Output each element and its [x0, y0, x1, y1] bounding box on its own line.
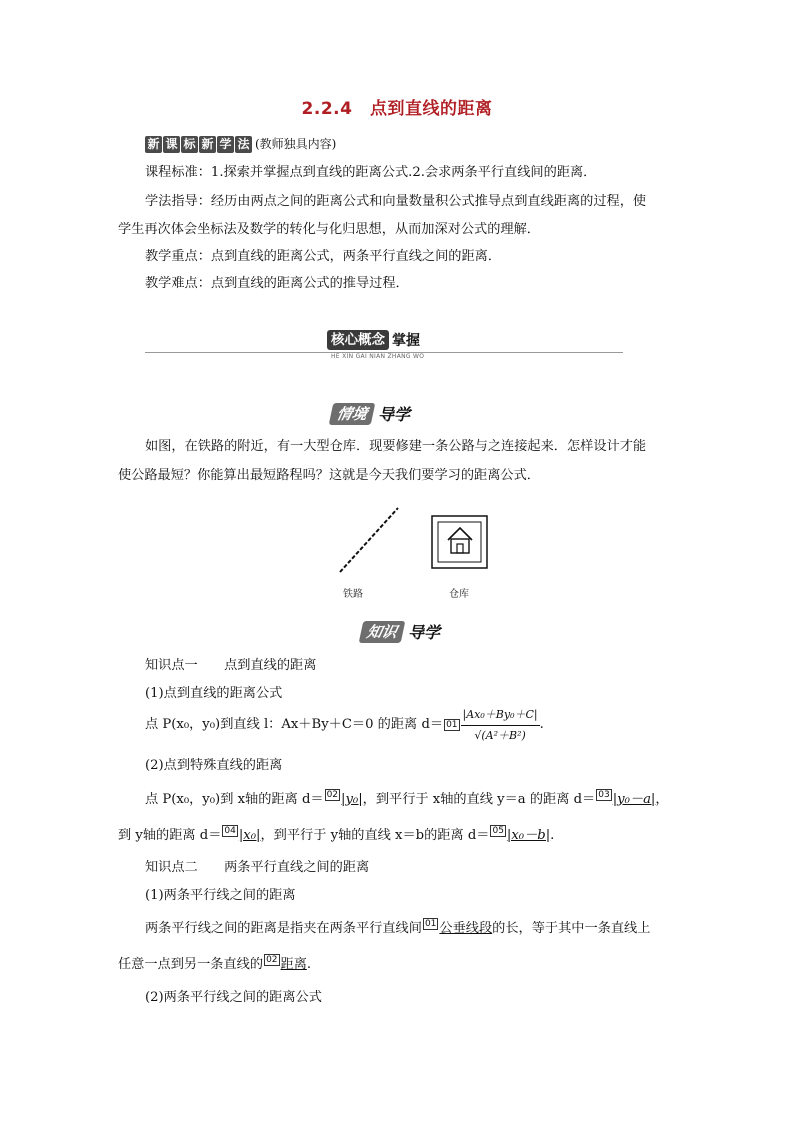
- answer: |x₀－b|: [506, 828, 551, 843]
- text-span: 任意一点到另一条直线的: [118, 957, 264, 972]
- kp2-subheading-2: (2)两条平行线之间的距离公式: [145, 990, 322, 1005]
- formula-suffix: .: [539, 717, 544, 732]
- knowledge-heading-light: 导学: [408, 623, 441, 642]
- core-concept-pinyin: HE XIN GAI NIAN ZHANG WO: [331, 353, 425, 360]
- answer: 距离: [280, 957, 307, 972]
- answer: 公垂线段: [439, 921, 493, 936]
- special-line-2: [118, 825, 554, 846]
- method-guide-line2: 学生再次体会坐标法及数学的转化与化归思想，从而加深对公式的理解．: [118, 222, 540, 237]
- blank-number: 03: [598, 790, 610, 800]
- warehouse-outer: [432, 516, 487, 568]
- core-concept-dark: 核心概念: [327, 330, 389, 350]
- blank-number: 01: [446, 720, 458, 730]
- badge-char: 新: [199, 136, 216, 153]
- core-concept-light: 掌握: [392, 333, 420, 349]
- railway-warehouse-figure: [320, 500, 500, 580]
- text-span: ，到平行于 x轴的直线 y＝a 的距离 d＝: [362, 792, 596, 807]
- formula-point-line: [145, 707, 544, 742]
- kp1-subheading-2: (2)点到特殊直线的距离: [145, 758, 283, 773]
- situation-heading-light: 导学: [378, 405, 411, 424]
- teaching-difficulty: 教学难点：点到直线的距离公式的推导过程．: [145, 276, 409, 291]
- page-title: 2.2.4 点到直线的距离: [301, 99, 493, 119]
- knowledge-heading-dark: 知识: [359, 621, 406, 643]
- situation-text-line2: 使公路最短？你能算出最短路程吗？这就是今天我们要学习的距离公式．: [118, 468, 540, 483]
- railway-label: 铁路: [343, 589, 363, 600]
- badge-note: (教师独具内容): [255, 137, 337, 151]
- text-span: 两条平行线之间的距离是指夹在两条平行直线间: [145, 921, 422, 936]
- answer: |y₀|: [341, 792, 363, 807]
- railway-line: [340, 508, 398, 572]
- text-span: .: [550, 828, 555, 843]
- new-curriculum-badge: [145, 134, 336, 154]
- fraction-denominator: √(A²＋B²): [474, 728, 526, 742]
- badge-char: 法: [235, 136, 252, 153]
- answer: |y₀－a|: [612, 792, 656, 807]
- badge-char: 新: [145, 136, 162, 153]
- course-standard: 课程标准：1.探索并掌握点到直线的距离公式.2.会求两条平行直线间的距离．: [145, 165, 597, 180]
- knowledge-point-2: 知识点二 两条平行直线之间的距离: [145, 860, 370, 875]
- method-guide-line1: 学法指导：经历由两点之间的距离公式和向量数量积公式推导点到直线距离的过程，使: [145, 194, 647, 209]
- distance-fraction: [461, 705, 540, 746]
- text-span: ，: [655, 792, 669, 807]
- formula-prefix: 点 P(x₀，y₀)到直线 l：Ax＋By＋C＝0 的距离 d＝: [145, 717, 444, 732]
- badge-char: 学: [217, 136, 234, 153]
- core-concept-banner: [145, 330, 623, 360]
- text-span: ，到平行于 y轴的直线 x＝b的距离 d＝: [260, 828, 490, 843]
- text-span: 的长，等于其中一条直线上: [492, 921, 651, 936]
- special-line-1: [145, 789, 669, 810]
- kp1-subheading-1: (1)点到直线的距离公式: [145, 686, 283, 701]
- kp2-subheading-1: (1)两条平行线之间的距离: [145, 888, 296, 903]
- parallel-distance-line1: [145, 918, 650, 939]
- text-span: 到 y轴的距离 d＝: [118, 828, 222, 843]
- answer: |x₀|: [238, 828, 261, 843]
- text-span: .: [306, 957, 312, 972]
- knowledge-heading: [361, 620, 440, 643]
- teaching-key: 教学重点：点到直线的距离公式，两条平行直线之间的距离．: [145, 249, 502, 264]
- warehouse-label: 仓库: [449, 589, 469, 600]
- blank-number: 05: [492, 826, 504, 836]
- knowledge-point-1: 知识点一 点到直线的距离: [145, 658, 317, 673]
- situation-text-line1: 如图，在铁路的附近，有一大型仓库．现要修建一条公路与之连接起来．怎样设计才能: [145, 439, 647, 454]
- badge-char: 标: [181, 136, 198, 153]
- badge-char: 课: [163, 136, 180, 153]
- blank-number: 01: [424, 919, 437, 929]
- fraction-numerator: |Ax₀＋By₀＋C|: [461, 705, 540, 726]
- blank-number: 04: [224, 826, 236, 836]
- blank-number: 02: [266, 955, 278, 965]
- parallel-distance-line2: [118, 954, 311, 975]
- blank-number: 02: [326, 790, 339, 800]
- text-span: 点 P(x₀，y₀)到 x轴的距离 d＝: [145, 792, 324, 807]
- situation-heading-dark: 情境: [329, 403, 376, 425]
- house-icon: [448, 528, 472, 553]
- situation-heading: [331, 402, 410, 425]
